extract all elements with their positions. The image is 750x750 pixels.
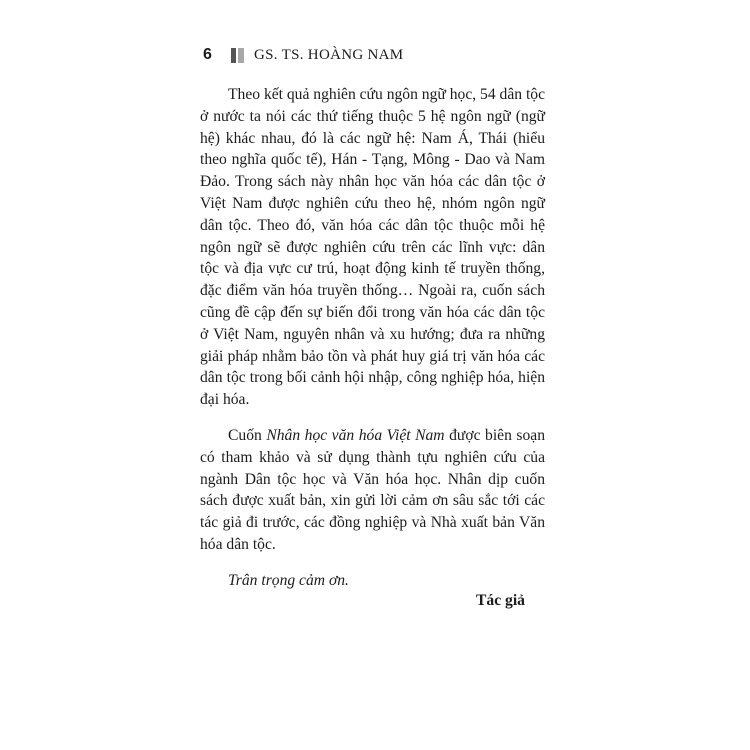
header-marker-light-bar bbox=[238, 48, 244, 63]
paragraph-2-rest: được biên soạn có tham khảo và sử dụng thành tựu nghiên cứu của ngành Dân tộc học và Văn hóa học. Nhân dịp cuốn sách được xuất bản, xin gửi lời cảm ơn sâu sắc tới các tác giả đi trước, các đồng nghiệp và Nhà xuất bản Văn hóa dân tộc. bbox=[200, 426, 545, 553]
page-header bbox=[203, 44, 403, 66]
body-paragraph-1: Theo kết quả nghiên cứu ngôn ngữ học, 54 dân tộc ở nước ta nói các thứ tiếng thuộc 5 hệ ngôn ngữ (ngữ hệ) khác nhau, đó là các ngữ hệ: Nam Á, Thái (hiểu theo nghĩa quốc tế), Hán - Tạng, Mông - Dao và Nam Đảo. Trong sách này nhân học văn hóa các dân tộc ở Việt Nam được nghiên cứu theo hệ, nhóm ngôn ngữ dân tộc. Theo đó, văn hóa các dân tộc thuộc mỗi hệ ngôn ngữ sẽ được nghiên cứu trên các lĩnh vực: dân tộc và địa vực cư trú, hoạt động kinh tế truyền thống, đặc điểm văn hóa truyền thống… Ngoài ra, cuốn sách cũng đề cập đến sự biến đổi trong văn hóa các dân tộc ở Việt Nam, nguyên nhân và xu hướng; đưa ra những giải pháp nhằm bảo tồn và phát huy giá trị văn hóa các dân tộc trong bối cảnh hội nhập, công nghiệp hóa, hiện đại hóa. bbox=[200, 86, 546, 409]
page-body bbox=[200, 84, 545, 592]
closing-line bbox=[200, 570, 545, 592]
author-signature: Tác giả bbox=[476, 592, 525, 609]
header-marker-dark-bar bbox=[231, 48, 236, 63]
running-head: GS. TS. HOÀNG NAM bbox=[254, 46, 404, 63]
book-title: Nhân học văn hóa Việt Nam bbox=[266, 426, 445, 444]
closing-text: Trân trọng cảm ơn. bbox=[228, 571, 349, 589]
body-paragraph-2 bbox=[200, 425, 545, 556]
page-number: 6 bbox=[203, 46, 212, 63]
header-marker bbox=[231, 48, 244, 63]
paragraph-2-lead: Cuốn bbox=[228, 426, 267, 444]
